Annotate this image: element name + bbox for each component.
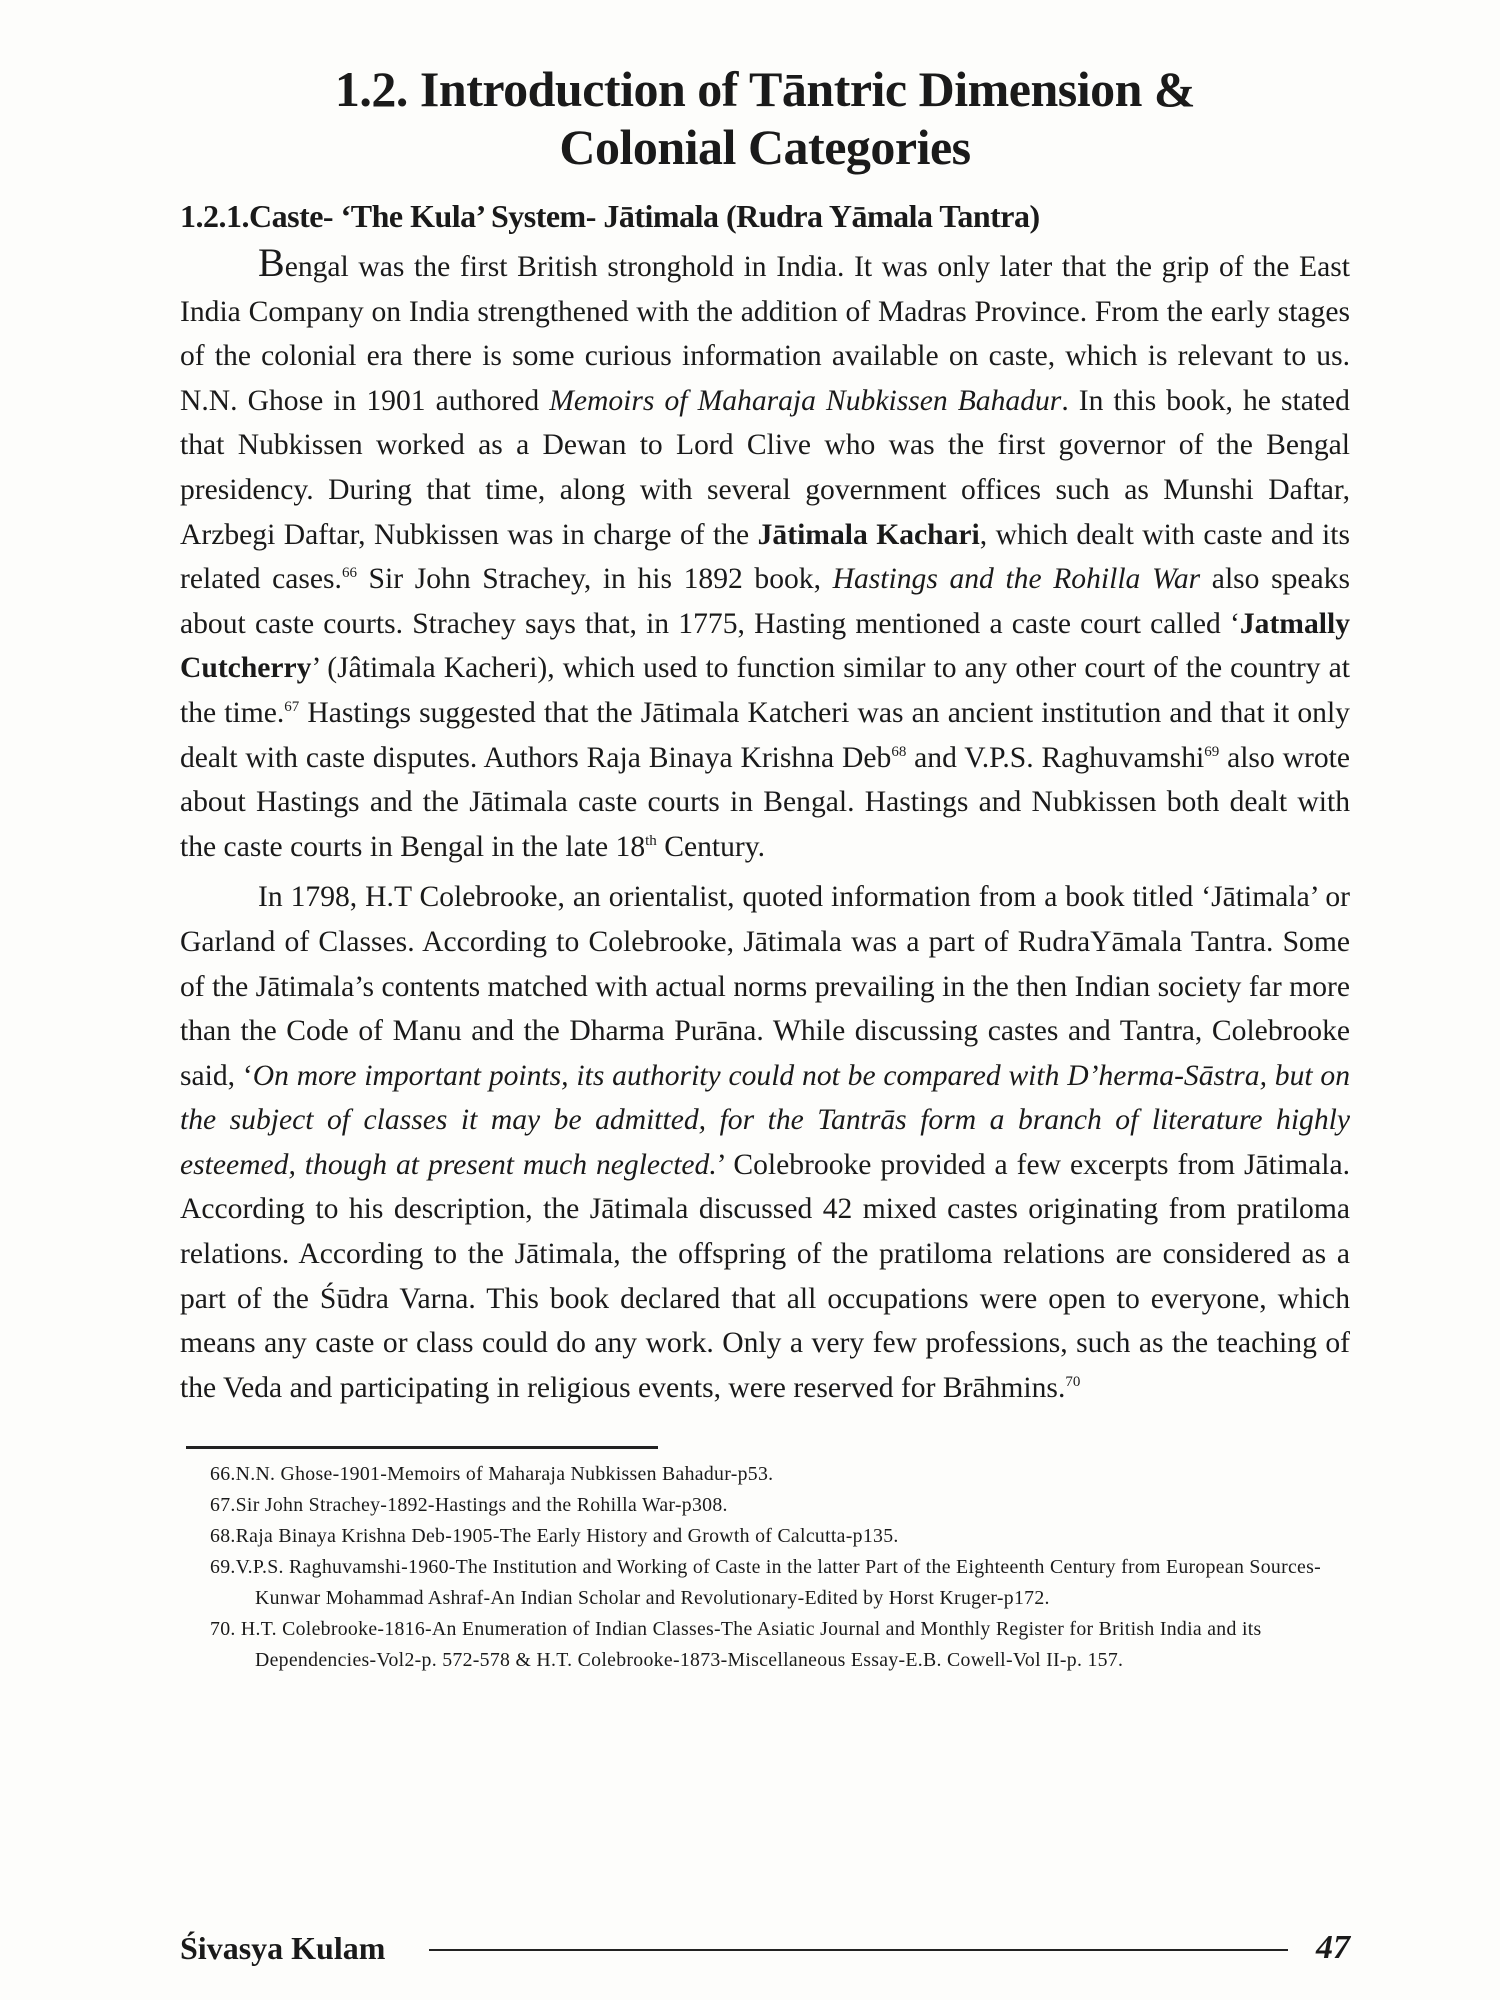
ordinal-suffix: th	[645, 832, 657, 849]
drop-letter: B	[258, 240, 285, 285]
footnote-ref: 69	[1204, 743, 1220, 760]
subsection-heading: 1.2.1.Caste- ‘The Kula’ System- Jātimala (Rudra Yāmala Tantra)	[180, 198, 1040, 234]
text-run: and V.P.S. Raghuvamshi	[906, 741, 1205, 774]
footnote-67: 67.Sir John Strachey-1892-Hastings and the Rohilla War-p308.	[210, 1494, 728, 1517]
footnotes	[180, 1459, 1350, 1676]
italic-book-title: Memoirs of Maharaja Nubkissen Bahadur	[549, 384, 1062, 417]
footer-rule	[429, 1949, 1288, 1951]
footnote-68: 68.Raja Binaya Krishna Deb-1905-The Early History and Growth of Calcutta-p135.	[210, 1525, 899, 1548]
section-title	[180, 60, 1350, 176]
text-run: In 1798, H.T Colebrooke, an orientalist, quoted information from a book titled ‘Jātimala’ or Garland of Classes. According to Colebrooke, Jātimala was a part of RudraYāmala Tantra. Some of the Jātimala’s contents matched with actual norms prevailing in the then Indian society far more than the Code of Manu and the Dharma Purāna. While discussing castes and Tantra, Colebrooke said, ‘	[180, 881, 1350, 1092]
running-footer-title: Śivasya Kulam	[180, 1929, 386, 1966]
paragraph-1	[180, 241, 1350, 869]
text-run: ’ Colebrooke provided a few excerpts from Jātimala. According to his description, the Jātimala discussed 42 mixed castes originating from pratiloma relations. According to the Jātimala, the offspring of the pratiloma relations are considered as a part of the Śūdra Varna. This book declared that all occupations were open to everyone, which means any caste or class could do any work. Only a very few professions, such as the teaching of the Veda and participating in religious events, were reserved for Brāhmins.	[180, 1148, 1350, 1404]
text-run: Sir John Strachey, in his 1892 book,	[356, 563, 833, 596]
section-title-line-1: 1.2. Introduction of Tāntric Dimension &	[334, 61, 1196, 117]
text-run: . In this book, he stated that Nubkissen worked as a Dewan to Lord Clive who was the first governor of the Bengal presidency. During that time, along with several government offices such as Munshi Daftar, Arzbegi Daftar, Nubkissen was in charge of the	[180, 384, 1350, 551]
text-run: , which dealt with caste and its related cases.	[180, 518, 1350, 596]
text-run: also speaks about caste courts. Strachey says that, in 1775, Hasting mentioned a caste court called ‘	[180, 563, 1350, 640]
footnote-69: 69.V.P.S. Raghuvamshi-1960-The Institution and Working of Caste in the latter Part of the Eighteenth Century from European Sources-Kunwar Mohammad Ashraf-An Indian Scholar and Revolutionary-Edited by Horst Kruger-p172.	[210, 1556, 1322, 1610]
footnote-ref: 70	[1065, 1373, 1081, 1390]
footnote-66: 66.N.N. Ghose-1901-Memoirs of Maharaja Nubkissen Bahadur-p53.	[210, 1463, 774, 1486]
paragraph-2	[180, 875, 1350, 1410]
page-content	[180, 60, 1350, 1676]
footnote-divider	[186, 1446, 658, 1449]
italic-book-title: Hastings and the Rohilla War	[832, 563, 1201, 596]
footnote-ref: 68	[891, 743, 907, 760]
footnote-70: 70. H.T. Colebrooke-1816-An Enumeration of Indian Classes-The Asiatic Journal and Monthly Register for British India and its Dependencies-Vol2-p. 572-578 & H.T. Colebrooke-1873-Miscellaneous Essay-E.B. Cowell-Vol II-p. 157.	[210, 1618, 1262, 1672]
bold-term: Jatmally Cutcherry	[180, 607, 1350, 685]
footnote-ref: 66	[341, 565, 357, 582]
text-run: engal was the first British stronghold in India. It was only later that the grip of the East India Company on India strengthened with the addition of Madras Province. From the early stages of the colonial era there is some curious information available on caste, which is relevant to us. N.N. Ghose in 1901 authored	[180, 251, 1350, 417]
section-title-line-2: Colonial Categories	[559, 119, 971, 175]
page-number: 47	[1316, 1929, 1350, 1966]
footnote-ref: 67	[284, 699, 300, 716]
text-run: ’ (Jâtimala Kacheri), which used to function similar to any other court of the country at the time.	[180, 652, 1350, 729]
bold-term: Jātimala Kachari	[757, 518, 980, 551]
text-run: Hastings suggested that the Jātimala Katcheri was an ancient institution and that it only dealt with caste disputes. Authors Raja Binaya Krishna Deb	[180, 696, 1350, 774]
page-footer	[180, 1918, 1350, 1978]
text-run: Century.	[656, 830, 766, 863]
text-run: also wrote about Hastings and the Jātimala caste courts in Bengal. Hastings and Nubkissen both dealt with the caste courts in Bengal in the late 18	[180, 741, 1350, 863]
italic-quotation: On more important points, its authority could not be compared with D’herma-Sāstra, but on the subject of classes it may be admitted, for the Tantrās form a branch of literature highly esteemed, though at present much neglected.	[180, 1059, 1351, 1181]
